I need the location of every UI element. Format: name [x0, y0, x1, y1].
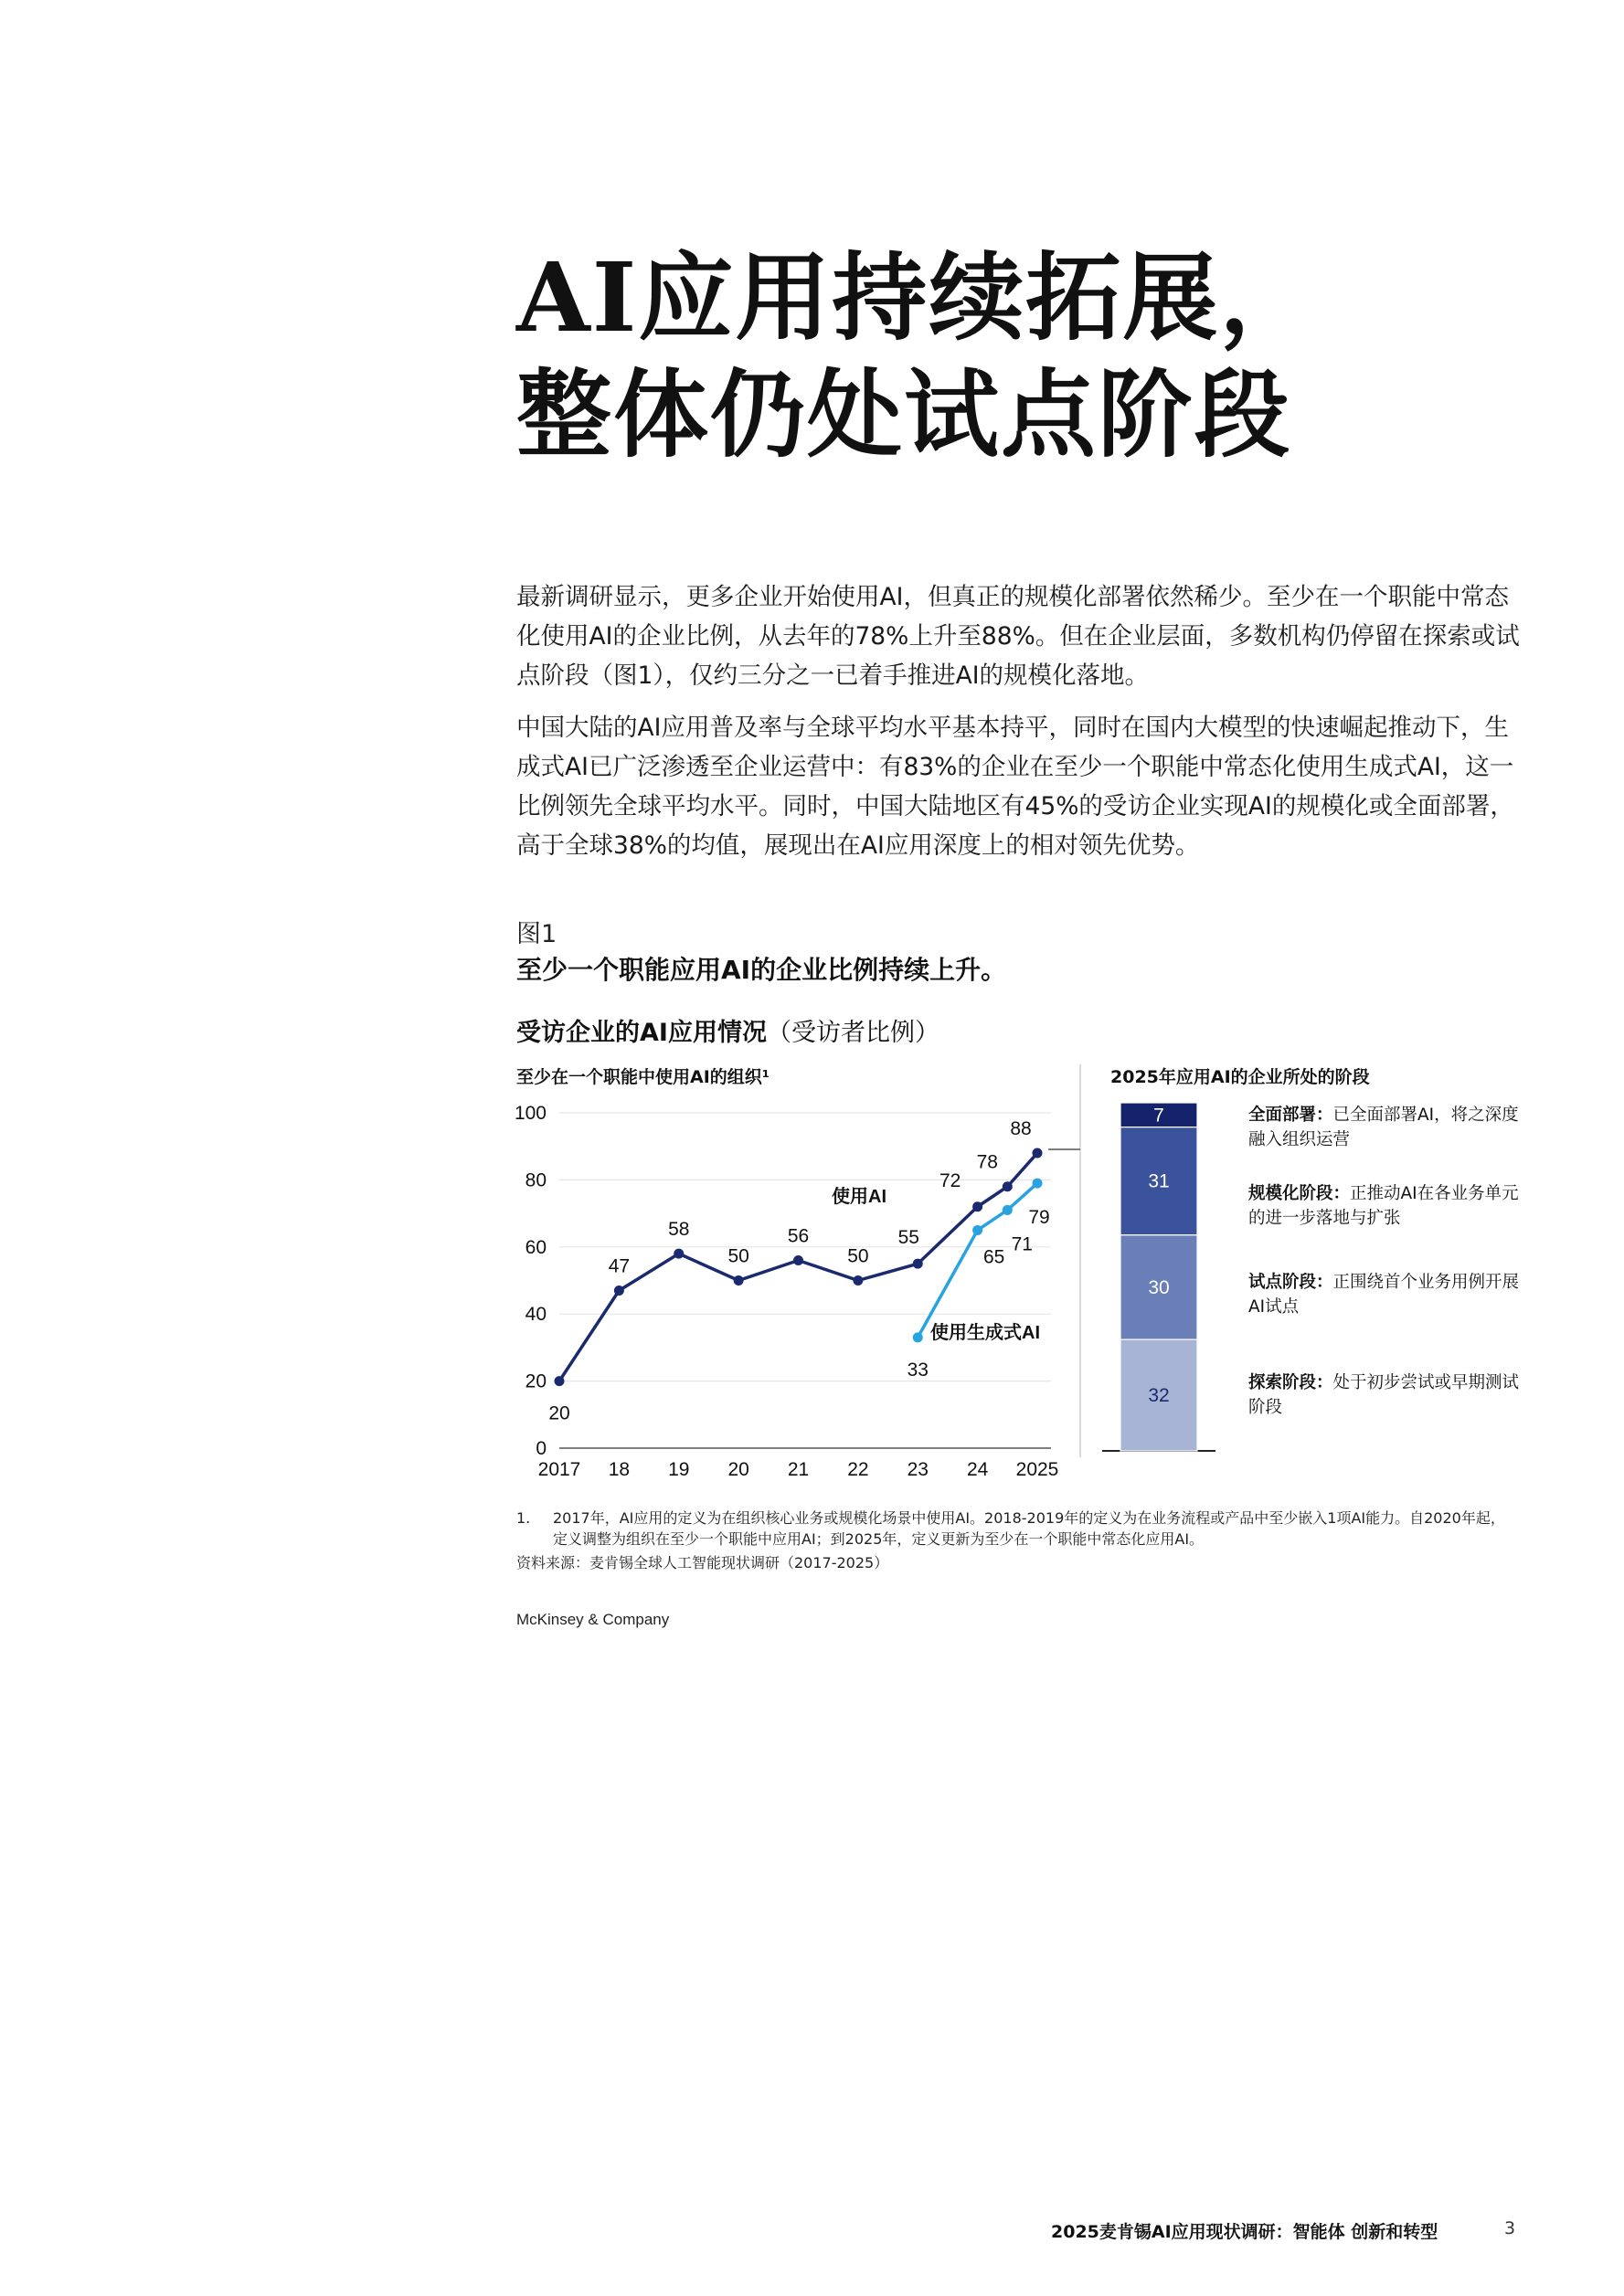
data-label: 20 [548, 1402, 570, 1424]
y-tick-label: 40 [525, 1304, 547, 1326]
title-line-1: AI应用持续拓展， [516, 241, 1317, 354]
series-line-0 [559, 1153, 1037, 1381]
data-point [734, 1275, 744, 1286]
x-tick-label: 19 [668, 1459, 690, 1480]
x-tick-label: 21 [787, 1459, 810, 1480]
page-number: 3 [1504, 2218, 1516, 2238]
body-paragraph-2: 中国大陆的AI应用普及率与全球平均水平基本持平，同时在国内大模型的快速崛起推动下，生成式AI已广泛渗透至企业运营中：有83%的企业在至少一个职能中常态化使用生成式AI，这一比例领先全球平均水平。同时，中国大陆地区有45%的受访企业实现AI的规模化或全面部署，高于全球38%的均值，展现出在AI应用深度上的相对领先优势。 [516, 714, 1514, 860]
data-point [972, 1201, 982, 1211]
stage-label-title: 规模化阶段： [1248, 1184, 1351, 1203]
data-point [853, 1275, 863, 1286]
data-label: 71 [1011, 1233, 1033, 1255]
stage-label-0 [1248, 1103, 1523, 1152]
stage-label-desc: 处于初步尝试或早期测试阶段 [1248, 1373, 1520, 1417]
data-point [793, 1255, 803, 1265]
footnote-text: 2017年，AI应用的定义为在组织核心业务或规模化场景中使用AI。2018-2019年的定义为在业务流程或产品中至少嵌入1项AI能力。自2020年起，定义调整为组织在至少一个职能中应用AI；到2025年，定义更新为至少在一个职能中常态化应用AI。 [553, 1509, 1505, 1548]
stage-label-desc: 正围绕首个业务用例开展AI试点 [1248, 1273, 1520, 1317]
data-point [1003, 1181, 1013, 1191]
figure-title: 至少一个职能应用AI的企业比例持续上升。 [516, 955, 1007, 985]
x-tick-label: 18 [608, 1459, 631, 1480]
y-tick-label: 60 [525, 1236, 547, 1258]
stage-label-1 [1248, 1181, 1523, 1231]
figure-subtitle-bold: 受访企业的AI应用情况 [516, 1019, 767, 1047]
data-label: 65 [982, 1246, 1005, 1268]
data-point [614, 1286, 624, 1296]
title-line-2: 整体仍处试点阶段 [516, 358, 1292, 471]
data-point [913, 1259, 923, 1269]
bar-segment-value: 30 [1148, 1276, 1170, 1298]
figure-subtitle-rest: （受访者比例） [766, 1019, 939, 1047]
data-label: 58 [668, 1219, 690, 1241]
data-point [1033, 1179, 1043, 1189]
data-point [972, 1225, 982, 1235]
body-paragraph-1: 最新调研显示，更多企业开始使用AI，但真正的规模化部署依然稀少。至少在一个职能中常态化使用AI的企业比例，从去年的78%上升至88%。但在企业层面，多数机构仍停留在探索或试点阶段（图1），仅约三分之一已着手推进AI的规模化落地。 [516, 583, 1520, 690]
line-chart-heading: 至少在一个职能中使用AI的组织¹ [516, 1067, 770, 1087]
brand-name: McKinsey & Company [516, 1611, 670, 1628]
data-point [1003, 1205, 1013, 1215]
stage-label-title: 试点阶段： [1248, 1273, 1333, 1292]
y-tick-label: 0 [536, 1438, 547, 1459]
series-label-ai: 使用AI [832, 1187, 886, 1207]
figure-label: 图1 [516, 920, 557, 948]
data-label: 88 [1010, 1118, 1032, 1140]
x-tick-label: 2025 [1015, 1459, 1059, 1480]
y-tick-label: 80 [525, 1169, 547, 1191]
data-label: 47 [608, 1255, 631, 1277]
stacked-bar-chart [1048, 1064, 1215, 1457]
footer-title: 2025麦肯锡AI应用现状调研：智能体 创新和转型 [1051, 2222, 1438, 2242]
data-point [913, 1332, 923, 1342]
y-tick-label: 100 [514, 1103, 547, 1124]
stacked-bar-heading: 2025年应用AI的企业所处的阶段 [1110, 1067, 1370, 1087]
footnote-number: 1. [516, 1509, 531, 1527]
data-point [674, 1249, 684, 1259]
series-label-genai: 使用生成式AI [930, 1323, 1040, 1343]
x-tick-label: 23 [907, 1459, 929, 1480]
stage-label-title: 探索阶段： [1248, 1373, 1333, 1392]
line-chart [515, 1103, 1058, 1480]
bar-segment-value: 31 [1148, 1170, 1170, 1192]
stage-label-title: 全面部署： [1248, 1106, 1333, 1125]
data-label: 50 [727, 1245, 749, 1267]
stage-label-3 [1248, 1370, 1523, 1420]
data-point [1033, 1148, 1043, 1159]
data-label: 55 [897, 1227, 919, 1249]
data-label: 56 [787, 1225, 810, 1247]
y-tick-label: 20 [525, 1370, 547, 1392]
data-label: 79 [1028, 1207, 1050, 1229]
bar-segment-value: 7 [1153, 1105, 1164, 1127]
x-tick-label: 2017 [537, 1459, 581, 1480]
stage-label-desc: 已全面部署AI，将之深度融入组织运营 [1248, 1106, 1519, 1149]
data-label: 72 [939, 1169, 961, 1191]
data-label: 78 [976, 1151, 998, 1173]
bar-segment-value: 32 [1148, 1385, 1170, 1407]
data-point [555, 1376, 565, 1386]
source-note: 资料来源：麦肯锡全球人工智能现状调研（2017-2025） [516, 1554, 889, 1571]
data-label: 33 [907, 1359, 929, 1381]
x-tick-label: 22 [847, 1459, 869, 1480]
stage-label-desc: 正推动AI在各业务单元的进一步落地与扩张 [1248, 1184, 1519, 1228]
x-tick-label: 20 [727, 1459, 749, 1480]
footnote [516, 1508, 1513, 1550]
data-label: 50 [847, 1245, 869, 1267]
stage-label-2 [1248, 1270, 1523, 1319]
x-tick-label: 24 [966, 1459, 989, 1480]
